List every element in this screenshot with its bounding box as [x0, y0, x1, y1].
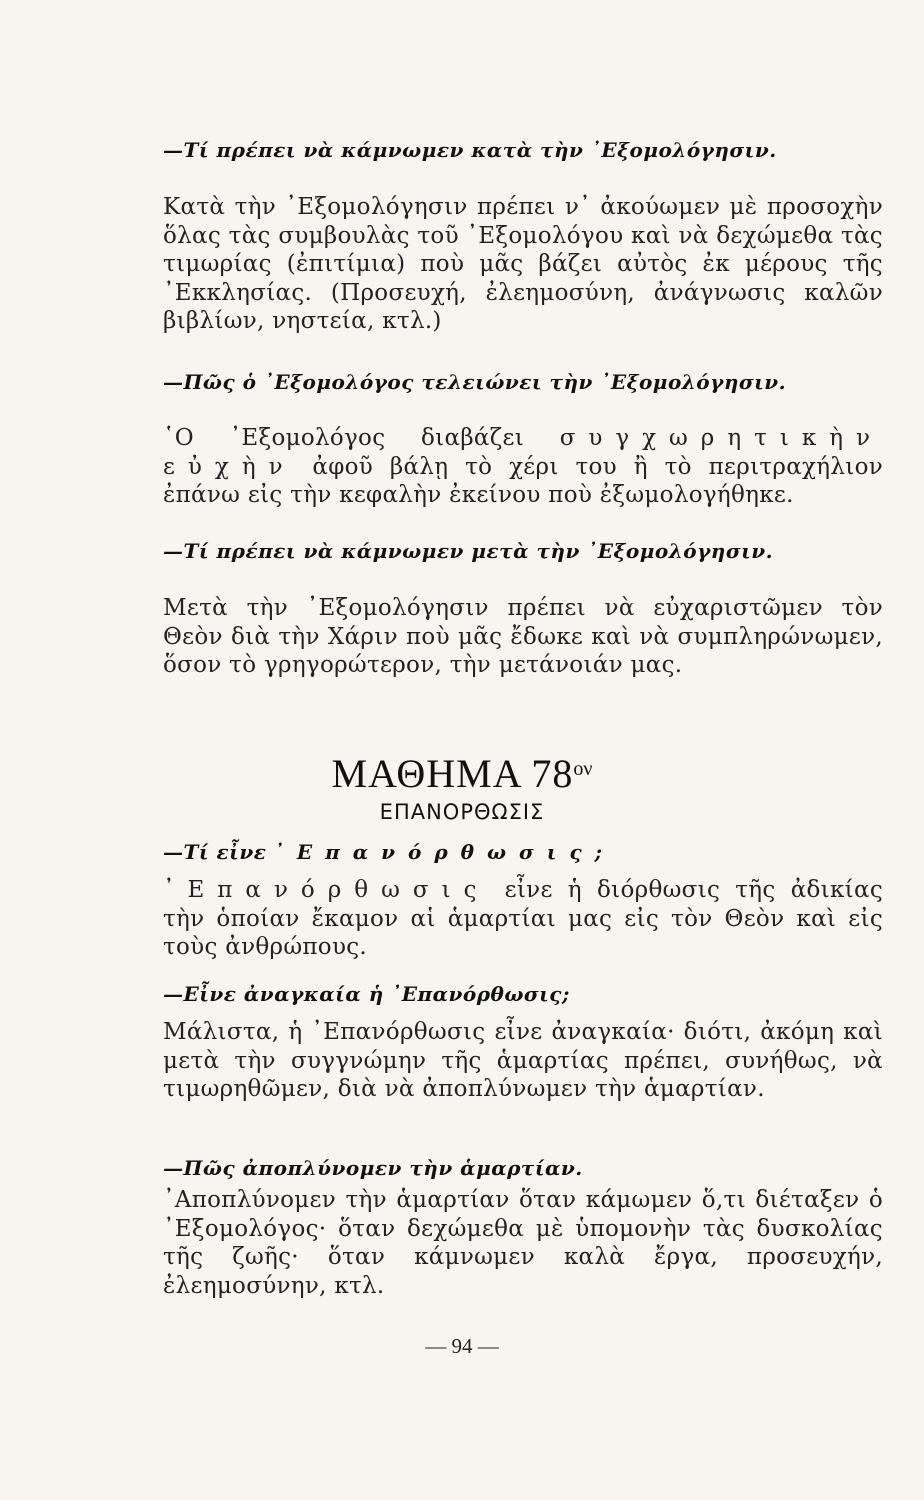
answer-text: ἀφοῦ βάλῃ τὸ χέρι του ἢ τὸ περιτραχήλιον ἐπάνω εἰς τὴν κεφαλὴν ἐκείνου ποὺ ἐξωμολογήθηκε.	[163, 453, 883, 508]
answer-paragraph: Μετὰ τὴν ᾿Εξομολόγησιν πρέπει νὰ εὐχαριστῶμεν τὸν Θεὸν διὰ τὴν Χάριν ποὺ μᾶς ἔδωκε καὶ νὰ συμπληρώνωμεν, ὅσον τὸ γρηγορώτερον, τὴν μετάνοιάν μας.	[163, 595, 883, 678]
lesson-subtitle: ΕΠΑΝΟΡΘΩΣΙΣ	[379, 800, 545, 824]
question-heading: —Τί πρέπει νὰ κάμνωμεν κατὰ τὴν ᾿Εξομολόγησιν.	[163, 138, 777, 162]
lesson-title: ΜΑΘΗΜΑ $78^{o\nu}$	[331, 751, 593, 796]
answer-text: εἶνε ἡ διόρθωσις τῆς ἀδικίας τὴν ὁποίαν ἔκαμον αἱ ἁμαρτίαι μας εἰς τὸν Θεὸν καὶ εἰς τοὺς ἀνθρώπους.	[163, 877, 883, 960]
answer-paragraph	[163, 424, 883, 510]
question-heading: —Τί εἶνε ᾿Επανόρθωσις;	[163, 840, 616, 864]
spaced-emphasis: ᾿Επανόρθωσις	[163, 877, 490, 903]
answer-paragraph	[163, 876, 883, 962]
question-heading: —Πῶς ἀποπλύνομεν τὴν ἁμαρτίαν.	[163, 1156, 583, 1180]
ordinal-suffix: ον	[573, 758, 593, 780]
spaced-emphasis: συγχωρητικὴν εὐχὴν	[163, 425, 883, 480]
question-heading: —Εἶνε ἀναγκαία ἡ ᾿Επανόρθωσις;	[163, 982, 570, 1006]
answer-text: ῾Ο ᾿Εξομολόγος διαβάζει	[163, 425, 560, 451]
question-heading: —Τί πρέπει νὰ κάμνωμεν μετὰ τὴν ᾿Εξομολόγησιν.	[163, 539, 774, 563]
spaced-emphasis: ᾿Επανόρθωσις;	[273, 840, 616, 864]
answer-paragraph: Κατὰ τὴν ᾿Εξομολόγησιν πρέπει ν᾿ ἀκούωμεν μὲ προσοχὴν ὅλας τὰς συμβουλὰς τοῦ ᾿Εξομολόγου καὶ νὰ δεχώμεθα τὰς τιμωρίας (ἐπιτίμια) ποὺ μᾶς βάζει αὐτὸς ἐκ μέρους τῆς ᾿Εκκλησίας. (Προσευχή, ἐλεημοσύνη, ἀνάγνωσις καλῶν βιβλίων, νηστεία, κτλ.)	[163, 194, 883, 334]
page-number: — 94 —	[425, 1334, 499, 1358]
question-heading: —Πῶς ὁ ᾿Εξομολόγος τελειώνει τὴν ᾿Εξομολόγησιν.	[163, 370, 787, 394]
answer-paragraph: ᾿Αποπλύνομεν τὴν ἁμαρτίαν ὅταν κάμωμεν ὅ,τι διέταξεν ὁ ᾿Εξομολόγος· ὅταν δεχώμεθα μὲ ὑπομονὴν τὰς δυσκολίας τῆς ζωῆς· ὅταν κάμνωμεν καλὰ ἔργα, προσευχήν, ἐλεημοσύνην, κτλ.	[163, 1187, 883, 1299]
answer-paragraph: Μάλιστα, ἡ ᾿Επανόρθωσις εἶνε ἀναγκαία· διότι, ἀκόμη καὶ μετὰ τὴν συγγνώμην τῆς ἁμαρτίας πρέπει, συνήθως, νὰ τιμωρηθῶμεν, διὰ νὰ ἀποπλύνωμεν τὴν ἁμαρτίαν.	[163, 1019, 883, 1102]
